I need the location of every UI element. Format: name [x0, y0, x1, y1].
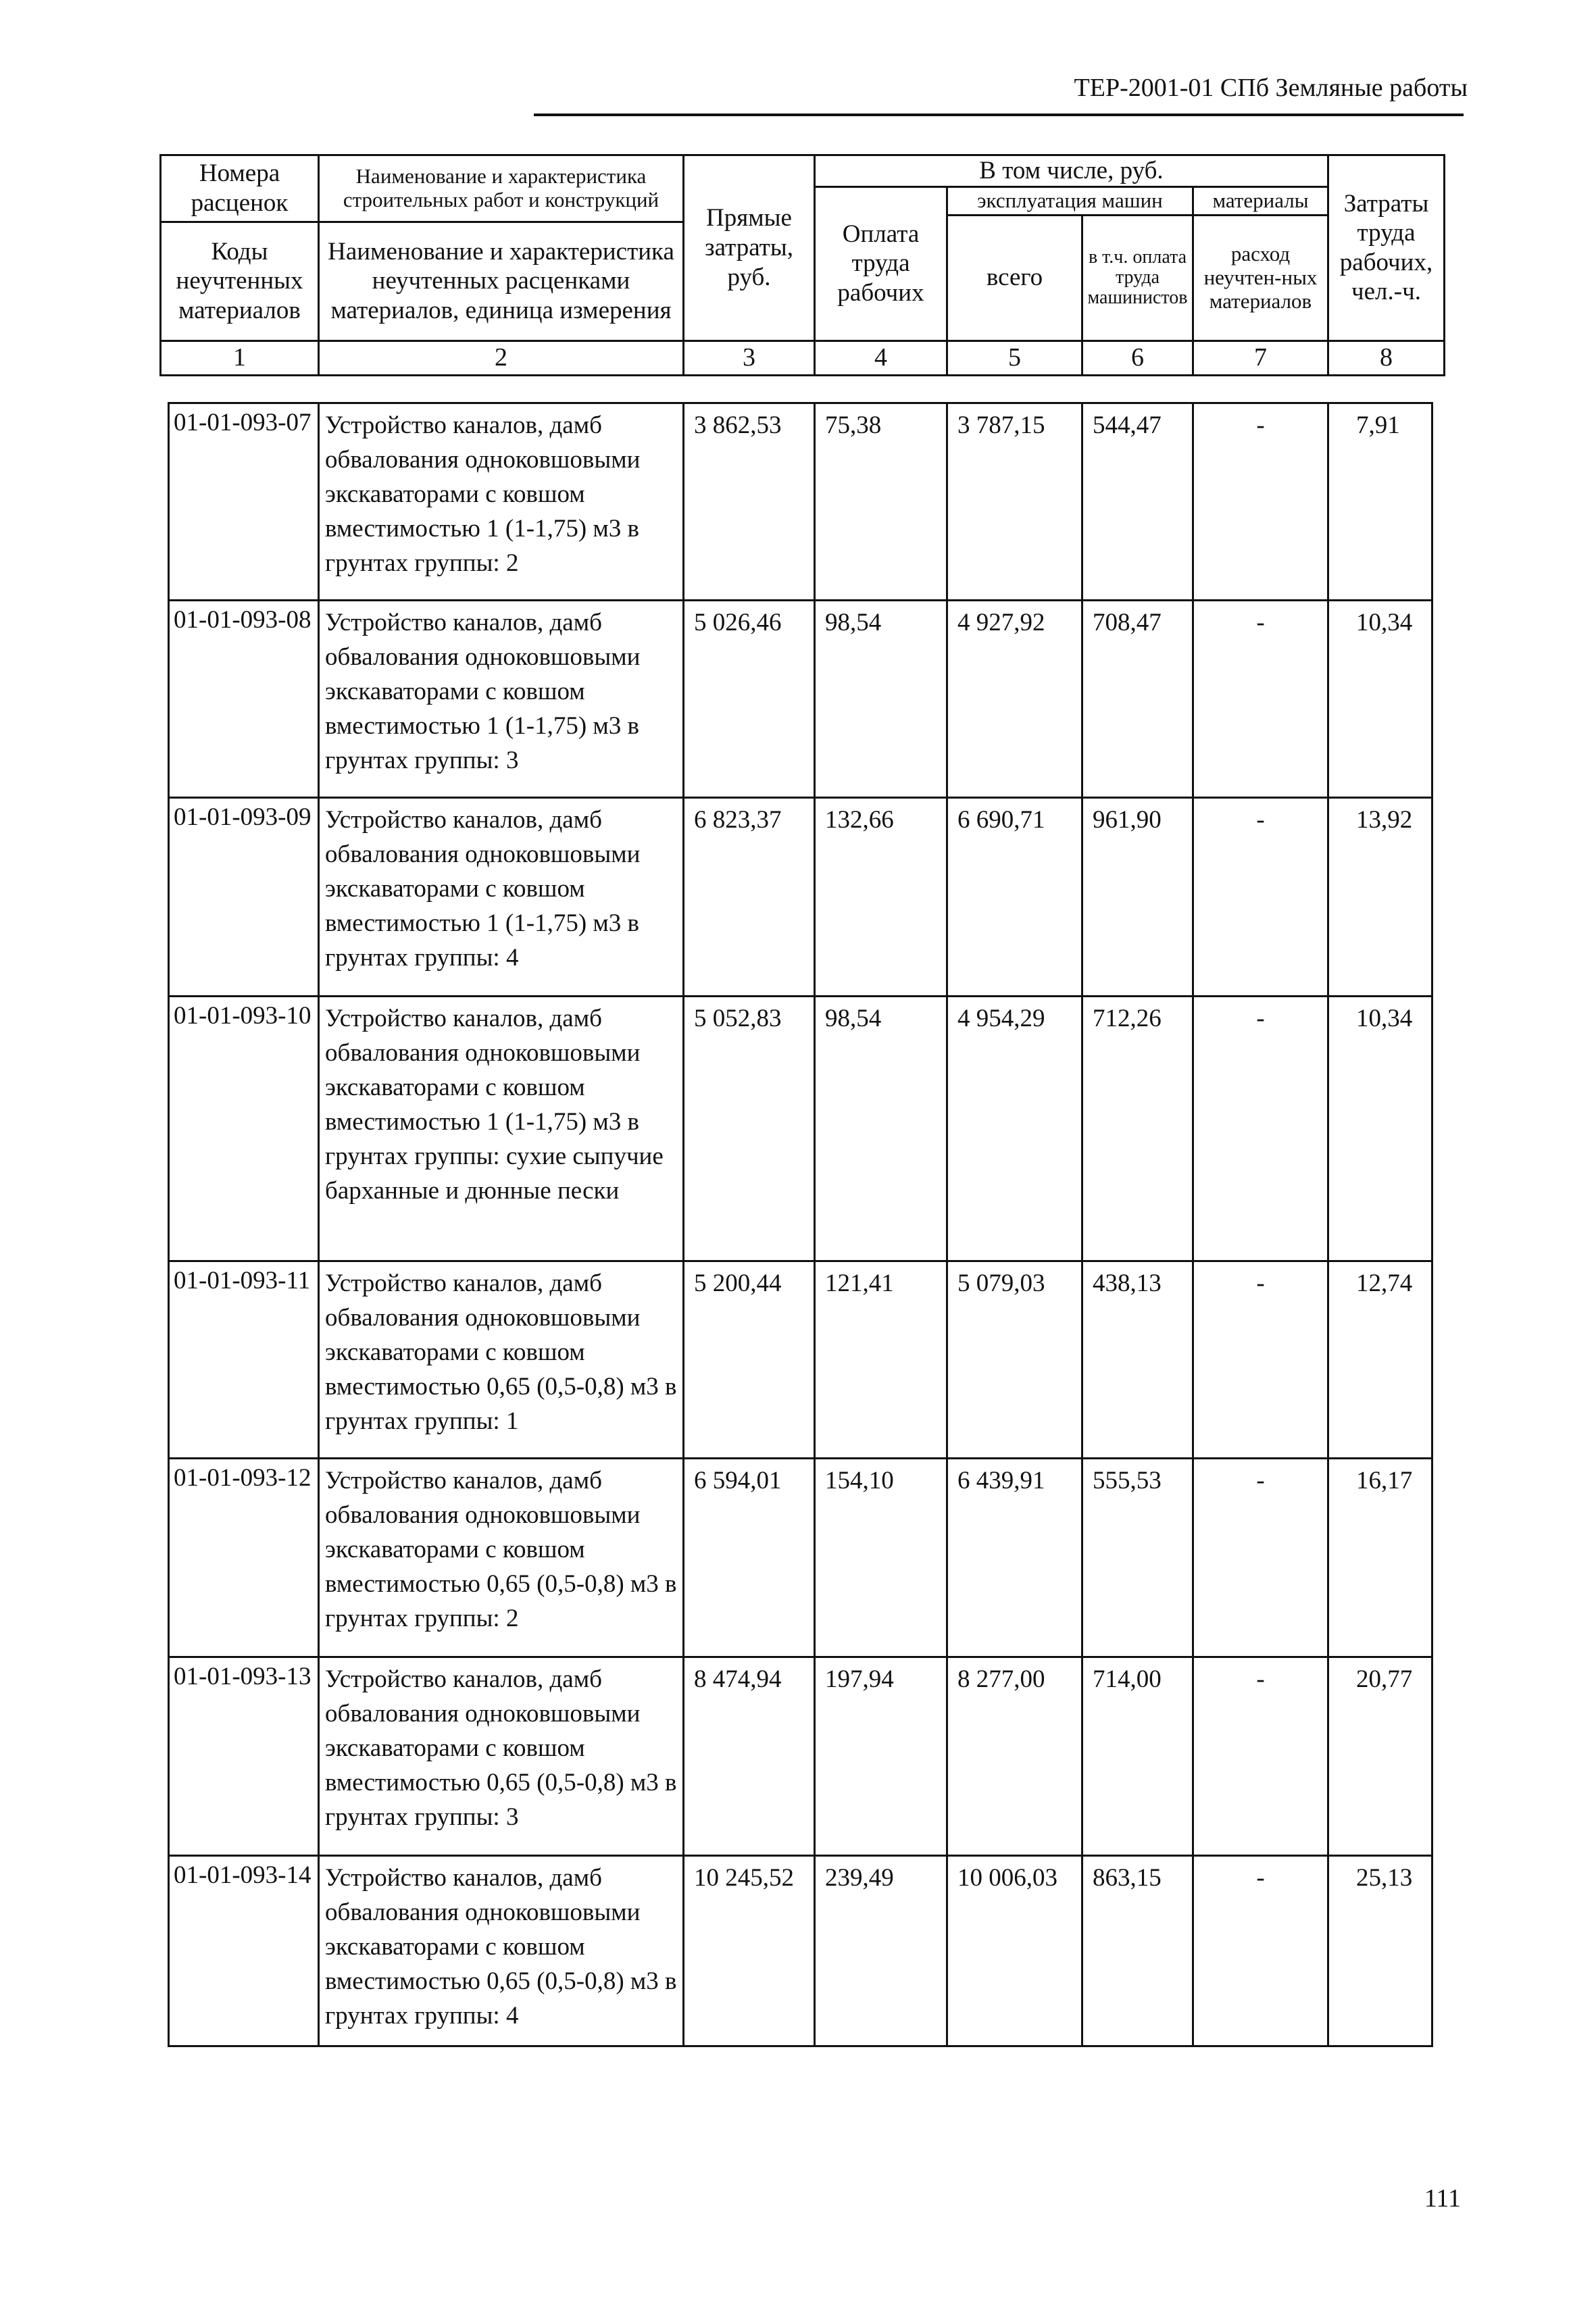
rate-code: 01-01-093-07 — [169, 403, 319, 601]
direct-costs: 10 245,52 — [684, 1856, 815, 2046]
labor-hours: 7,91 — [1328, 403, 1432, 601]
direct-costs: 5 200,44 — [684, 1261, 815, 1459]
work-description: Устройство каналов, дамб обвалования одноковшовыми экскаваторами с ковшом вместимостью 0,65 (0,5-0,8) м3 в грунтах группы: 3 — [319, 1657, 684, 1856]
rate-code: 01-01-093-11 — [169, 1261, 319, 1459]
materials-consumption: - — [1193, 601, 1328, 798]
machines-total: 8 277,00 — [947, 1657, 1082, 1856]
rate-code: 01-01-093-08 — [169, 601, 319, 798]
header-materials-group: материалы — [1193, 186, 1328, 215]
direct-costs: 8 474,94 — [684, 1657, 815, 1856]
work-description: Устройство каналов, дамб обвалования одноковшовыми экскаваторами с ковшом вместимостью 1 (1-1,75) м3 в грунтах группы: 4 — [319, 798, 684, 997]
labor-hours: 10,34 — [1328, 997, 1432, 1261]
labor-pay: 98,54 — [815, 601, 947, 798]
labor-pay: 132,66 — [815, 798, 947, 997]
work-description: Устройство каналов, дамб обвалования одноковшовыми экскаваторами с ковшом вместимостью 0,65 (0,5-0,8) м3 в грунтах группы: 1 — [319, 1261, 684, 1459]
column-number: 8 — [1328, 341, 1445, 375]
machines-total: 4 954,29 — [947, 997, 1082, 1261]
labor-hours: 10,34 — [1328, 601, 1432, 798]
page-number: 111 — [1424, 2184, 1461, 2213]
running-title: ТЕР-2001-01 СПб Земляные работы — [1074, 74, 1468, 102]
machinists-pay: 708,47 — [1082, 601, 1193, 798]
materials-consumption: - — [1193, 1459, 1328, 1657]
labor-hours: 12,74 — [1328, 1261, 1432, 1459]
labor-pay: 239,49 — [815, 1856, 947, 2046]
column-number: 4 — [815, 341, 947, 375]
column-number: 6 — [1082, 341, 1193, 375]
labor-hours: 13,92 — [1328, 798, 1432, 997]
header-labor-hours: Затраты труда рабочих, чел.-ч. — [1328, 155, 1445, 341]
direct-costs: 3 862,53 — [684, 403, 815, 601]
column-number: 2 — [319, 341, 684, 375]
machinists-pay: 714,00 — [1082, 1657, 1193, 1856]
labor-pay: 75,38 — [815, 403, 947, 601]
header-including-group: В том числе, руб. — [815, 155, 1328, 187]
column-number: 5 — [947, 341, 1082, 375]
materials-consumption: - — [1193, 1261, 1328, 1459]
direct-costs: 6 823,37 — [684, 798, 815, 997]
labor-hours: 20,77 — [1328, 1657, 1432, 1856]
header-material-codes: Коды неучтенных материалов — [161, 222, 319, 341]
labor-hours: 16,17 — [1328, 1459, 1432, 1657]
direct-costs: 6 594,01 — [684, 1459, 815, 1657]
rate-code: 01-01-093-13 — [169, 1657, 319, 1856]
machines-total: 6 439,91 — [947, 1459, 1082, 1657]
header-unaccounted-materials: расход неучтен-ных материалов — [1193, 215, 1328, 341]
materials-consumption: - — [1193, 798, 1328, 997]
work-description: Устройство каналов, дамб обвалования одноковшовыми экскаваторами с ковшом вместимостью 1 (1-1,75) м3 в грунтах группы: сухие сыпучие барханные и дюнные пески — [319, 997, 684, 1261]
rates-table — [168, 402, 1433, 2047]
column-number: 7 — [1193, 341, 1328, 375]
machinists-pay: 555,53 — [1082, 1459, 1193, 1657]
materials-consumption: - — [1193, 1856, 1328, 2046]
machinists-pay: 863,15 — [1082, 1856, 1193, 2046]
rate-code: 01-01-093-14 — [169, 1856, 319, 2046]
direct-costs: 5 026,46 — [684, 601, 815, 798]
header-machinists-pay: в т.ч. оплата труда машинистов — [1082, 215, 1193, 341]
labor-pay: 98,54 — [815, 997, 947, 1261]
machines-total: 10 006,03 — [947, 1856, 1082, 2046]
machinists-pay: 438,13 — [1082, 1261, 1193, 1459]
labor-pay: 197,94 — [815, 1657, 947, 1856]
header-labor-pay: Оплата труда рабочих — [815, 186, 947, 341]
machinists-pay: 544,47 — [1082, 403, 1193, 601]
work-description: Устройство каналов, дамб обвалования одноковшовыми экскаваторами с ковшом вместимостью 1 (1-1,75) м3 в грунтах группы: 3 — [319, 601, 684, 798]
labor-pay: 154,10 — [815, 1459, 947, 1657]
work-description: Устройство каналов, дамб обвалования одноковшовыми экскаваторами с ковшом вместимостью 0,65 (0,5-0,8) м3 в грунтах группы: 2 — [319, 1459, 684, 1657]
header-direct-costs: Прямые затраты, руб. — [684, 155, 815, 341]
column-number: 3 — [684, 341, 815, 375]
materials-consumption: - — [1193, 403, 1328, 601]
header-work-name: Наименование и характеристика строительных работ и конструкций — [319, 155, 684, 222]
header-machines-group: эксплуатация машин — [947, 186, 1193, 215]
machines-total: 3 787,15 — [947, 403, 1082, 601]
work-description: Устройство каналов, дамб обвалования одноковшовыми экскаваторами с ковшом вместимостью 1 (1-1,75) м3 в грунтах группы: 2 — [319, 403, 684, 601]
title-rule — [534, 114, 1464, 116]
labor-hours: 25,13 — [1328, 1856, 1432, 2046]
rate-code: 01-01-093-10 — [169, 997, 319, 1261]
header-material-name: Наименование и характеристика неучтенных расценками материалов, единица измерения — [319, 222, 684, 341]
work-description: Устройство каналов, дамб обвалования одноковшовыми экскаваторами с ковшом вместимостью 0,65 (0,5-0,8) м3 в грунтах группы: 4 — [319, 1856, 684, 2046]
machines-total: 4 927,92 — [947, 601, 1082, 798]
machinists-pay: 712,26 — [1082, 997, 1193, 1261]
rate-code: 01-01-093-12 — [169, 1459, 319, 1657]
direct-costs: 5 052,83 — [684, 997, 815, 1261]
header-rate-numbers: Номера расценок — [161, 155, 319, 222]
machines-total: 5 079,03 — [947, 1261, 1082, 1459]
header-machines-total: всего — [947, 215, 1082, 341]
labor-pay: 121,41 — [815, 1261, 947, 1459]
rate-code: 01-01-093-09 — [169, 798, 319, 997]
materials-consumption: - — [1193, 1657, 1328, 1856]
table-header — [159, 154, 1445, 376]
machinists-pay: 961,90 — [1082, 798, 1193, 997]
materials-consumption: - — [1193, 997, 1328, 1261]
machines-total: 6 690,71 — [947, 798, 1082, 997]
column-number: 1 — [161, 341, 319, 375]
